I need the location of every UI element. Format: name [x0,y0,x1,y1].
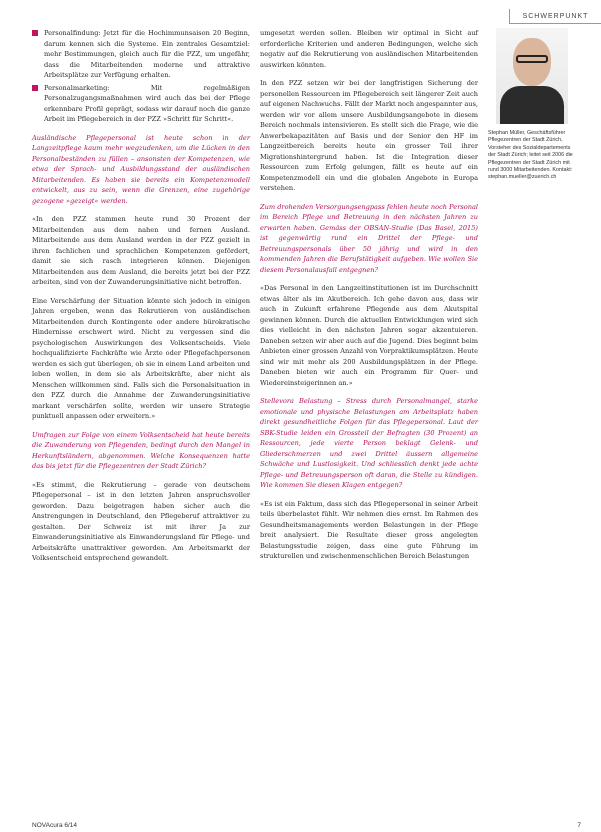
left-column [32,28,250,572]
portrait-photo [496,28,568,124]
bullet-item [32,28,250,81]
interview-answer: umgesetzt werden sollen. Bleiben wir optimal in Sicht auf erforderliche Kriterien und anderen Bedingungen, welche sich negativ auf die Rekrutierung von ausländischen Mitarbeitenden auswirken könnten. [260,29,478,69]
bullet-marker-icon [32,85,38,91]
interview-answer: «In den PZZ stammen heute rund 30 Prozent der Mitarbeitenden aus dem nahen und fernen Ausland. Mitarbeitende aus dem Ausland werden in der PZZ gezielt in ihren fachlichen und sprachlichen Kompetenzen gefördert, damit sie sich rasch integrieren können. Diejenigen Mitarbeitenden aus dem Ausland, die bereits jetzt bei der PZZ arbeiten, sind von der Zuwanderungsinitiative nicht betroffen. [32,215,250,286]
portrait-shirt [500,86,564,124]
magazine-issue: NOVAcura 6/14 [32,822,78,829]
sidebar-portrait [488,28,576,182]
bullet-item [32,83,250,125]
interview-answer: In den PZZ setzen wir bei der langfristigen Sicherung der personellen Ressourcen im Pflegebereich seit längerer Zeit auch auf eigenen Nachwuchs. Fällt der Markt noch angespannter aus, werden wir vor allem unsere Ausbildungsangebote in diesem Bereich nochmals intensivieren. Es stellt sich die Frage, wie die Anwerbekapazitäten auf Basis und der Senior den HF im Langzeitbereich bereits heute ein grosser Teil ihrer Migrationshintergrund haben. Ist die Integration dieser Ressourcen zum Erfolg gelungen, fällt es heute auf ein Kompetenzmodell ein und die globalen Angebote in Europa verstehen. [260,79,478,192]
interview-answer: «Es ist ein Faktum, dass sich das Pflegepersonal in seiner Arbeit teils überbelastet fühlt. Wir nehmen dies ernst. Im Rahmen des Gesundheitsmanagements werden Belastungen in der Pflege breit analysiert. Die Resultate dieser gross angelegten Belastungsstudie zeigen, dass eine gute Führung im strukturellen und zwischenmenschlichen Bereich Belastungen [260,499,478,560]
interview-question: Stellevora Belastung – Stress durch Personalmangel, starke emotionale und physische Belastungen am Arbeitsplatz haben direkt gesundheitliche Folgen für das Pflegepersonal. Laut der SBK-Studie leiden ein Grossteil der Befragten (30 Prozent) an Ressourcen, jede vierte Person beklagt Gelenk- und Gliederschmerzen und zwei Drittel äussern allgemeine Schwäche und Lustlosigkeit. Und schliesslich denkt jede achte Pflege- und Betreuungsperson oft daran, die Stelle zu kündigen. Wie kommen Sie diesen Klagen entgegen? [260,397,478,489]
bullet-marker-icon [32,30,38,36]
page-number: 7 [577,822,581,829]
portrait-glasses [516,55,548,63]
bullet-text: Personalmarketing: Mit regelmäßigen Personalzugangsmaßnahmen wird auch das bei der Pflege erkennbare Profil geprägt, sodass wir darauf noch die ganze Arbeit im Pflegebereich in der PZZ »Schritt für Schritt«. [44,83,250,123]
interview-answer: Eine Verschärfung der Situation könnte sich jedoch in einigen Jahren ergeben, wenn das Rekrutieren von ausländischen Mitarbeitenden durch Kontingente oder andere bürokratische Hindernisse erschwert wird. Nicht zu vergessen sind die psychologischen Auswirkungen des Volksentscheids. Viele hochqualifizierte Fachkräfte wie Ärzte oder Pflegefachpersonen werden es sich gut überlegen, ob sie in einem Land arbeiten und leben wollen, in dem sie als Arbeitskräfte, aber nicht als Menschen willkommen sind. Falls sich die Personalsituation in den PZZ durch die Annahme der Zuwanderungsinitiative markant verschärfen sollte, werden wir unsere Strategie punktuell anpassen oder erweitern.» [32,296,250,420]
bullet-text: Personalfindung: Jetzt für die Hochimmunsaison 20 Beginn, darum kennen sich die Systeme. Ein zentrales Gesamtziel: mehr Bestimmungen, gleich auch für die PZZ, um ungefähr, dass die Mitarbeitenden moderne und attraktive Arbeitsplätze zur Verfügung erhalten. [44,29,250,79]
section-header-tag: SCHWERPUNKT [509,9,601,24]
interview-answer: «Das Personal in den Langzeitinstitutionen ist im Durchschnitt etwas älter als im Akutbereich. Ich gehe davon aus, dass wir auch in Zukunft erfahrene Pflegende aus dem Akutspital gewinnen können. Durch die aktuellen Entwicklungen wird sich dies vielleicht in den nächsten Jahren sogar akzentuieren. Daneben setzen wir aber auch auf die Jugend. Dies beginnt beim Anbieten einer grossen Anzahl von Vorpraktikumsplätzen. Heute sind wir mit mehr als 200 Ausbildungsplätzen in der Pflege. Daneben bieten wir auch ein Programm für Quer- und Wiedereinsteigerinnen an.» [260,284,478,387]
interview-answer: «Es stimmt, die Rekrutierung – gerade von deutschem Pflegepersonal – ist in den letzten Jahren anspruchsvoller geworden. Dazu beigetragen haben sicher auch die Anstrengungen in Deutschland, den Pflegeberuf attraktiver zu gestalten. Der Schweiz ist mit ihrer Ja zur Einwanderungsinitiative als Einwanderungsland für Pflege- und Arbeitskräfte unattraktiver geworden. Am Arbeitsmarkt der Volksentscheid entsprechend gewandelt. [32,480,250,562]
interview-question: Zum drohenden Versorgungsengpass fehlen heute noch Personal im Bereich Pflege und Betreuung in den nächsten Jahren zu erwarten haben. Gemäss der OBSAN-Studie (Das Basel, 2015) ist gegenwärtig rund ein Drittel der Pflege- und Betreuungspersonals über 50 jährig und wird in den kommenden Jahren die Berufstätigkeit aufgeben. Wie wollen Sie diesem Personalausfall entgegnen? [260,202,478,274]
portrait-caption: Stephan Müller, Geschäftsführer Pflegezentren der Stadt Zürich, Vorsteher des Sozialdepartements der Stadt Zürich; leitet seit 2006 die Pflegezentren der Stadt Zürich mit rund 3000 Mitarbeitenden. Kontakt: stephan.mueller@zuerich.ch [488,130,573,181]
middle-column [260,28,478,570]
interview-question: Umfragen zur Folge von einem Volksentscheid hat heute bereits die Zuwanderung von Pflegenden, bedingt durch den Mangel in Herkunftsländern, abgenommen. Welche Konsequenzen hatte das bis jetzt für die Pflegezentren der Stadt Zürich? [32,430,250,470]
interview-question: Ausländische Pflegepersonal ist heute schon in der Langzeitpflege kaum mehr wegzudenken, um die Lücken in den Personalbeständen zu füllen – ansonsten der Kompetenzen, wie etwa der Sprach- und Ausbildungsstand der ausländischen Mitarbeitenden. Es haben sie bereits ein Kompetenzmodell entwickelt, aus zu sein, wenn die Grenzen, eine zugehörige gezogene »gezeigt« werden. [32,133,250,205]
